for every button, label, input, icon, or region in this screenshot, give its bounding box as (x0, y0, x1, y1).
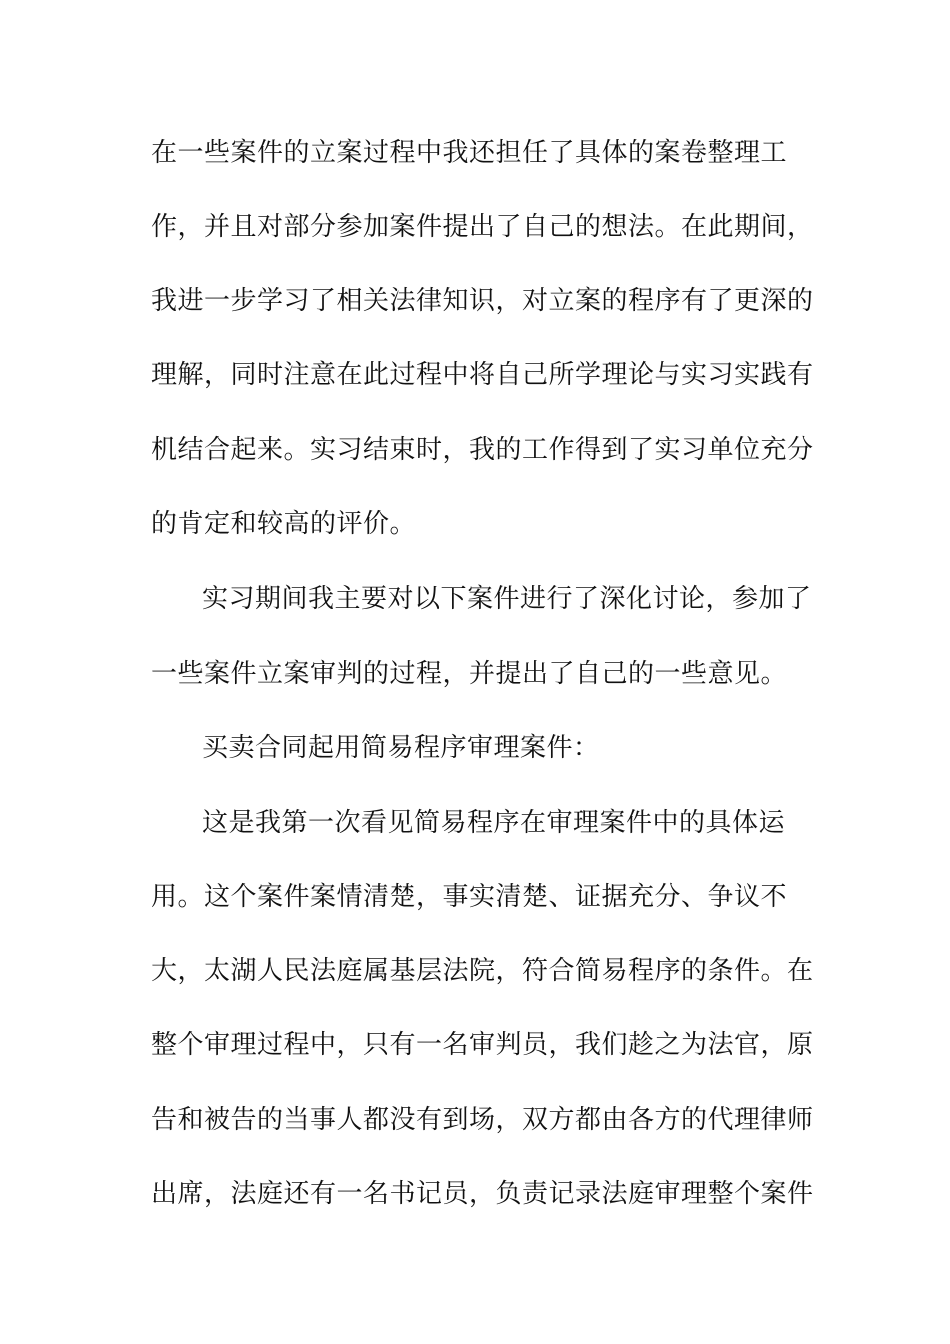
text-line: 实习期间我主要对以下案件进行了深化讨论，参加了 (202, 584, 812, 614)
text-line: 用。这个案件案情清楚，事实清楚、证据充分、争议不 (151, 882, 788, 912)
text-line: 的肯定和较高的评价。 (151, 509, 417, 539)
text-line: 在一些案件的立案过程中我还担任了具体的案卷整理工 (151, 138, 788, 168)
text-line: 告和被告的当事人都没有到场，双方都由各方的代理律师 (151, 1105, 814, 1135)
text-line: 理解，同时注意在此过程中将自己所学理论与实习实践有 (151, 360, 814, 390)
text-line: 这是我第一次看见简易程序在审理案件中的具体运 (202, 808, 786, 838)
text-line: 大，太湖人民法庭属基层法院，符合简易程序的条件。在 (151, 956, 814, 986)
text-line: 作，并且对部分参加案件提出了自己的想法。在此期间， (151, 212, 814, 242)
text-line: 一些案件立案审判的过程，并提出了自己的一些意见。 (151, 659, 788, 689)
text-line: 出席，法庭还有一名书记员，负责记录法庭审理整个案件 (151, 1179, 814, 1209)
text-line: 机结合起来。实习结束时，我的工作得到了实习单位充分 (151, 435, 814, 465)
text-line: 买卖合同起用简易程序审理案件： (202, 733, 600, 763)
text-line: 整个审理过程中，只有一名审判员，我们趁之为法官，原 (151, 1030, 814, 1060)
text-line: 我进一步学习了相关法律知识，对立案的程序有了更深的 (151, 286, 814, 316)
